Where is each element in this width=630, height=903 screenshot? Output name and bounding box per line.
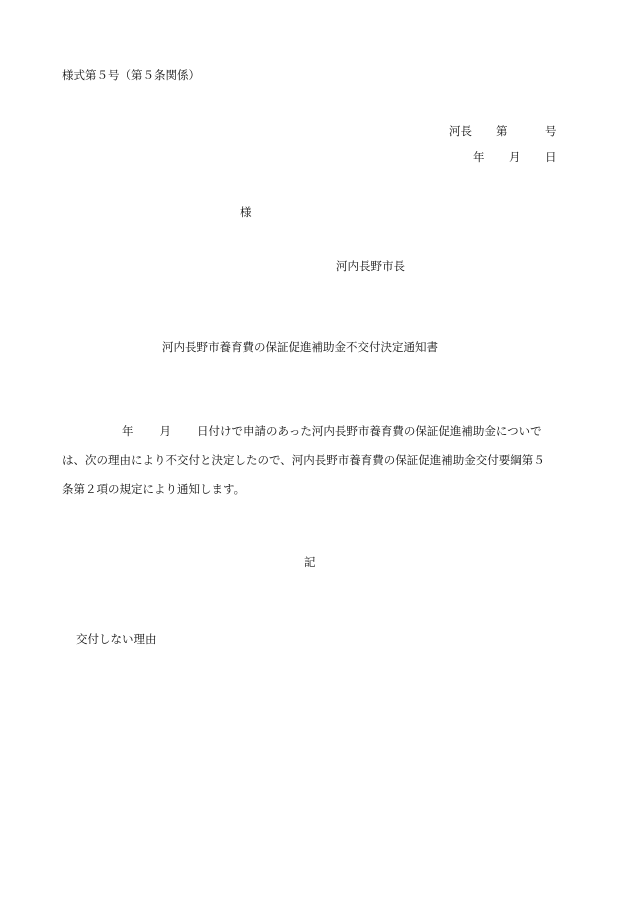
document-number-go: 号 — [545, 124, 557, 138]
body-paragraph — [62, 417, 562, 504]
body-month: 月 — [159, 424, 171, 438]
document-number-prefix: 河長 — [449, 124, 472, 138]
body-line-3: 条第２項の規定により通知します。 — [62, 482, 246, 496]
document-date-month: 月 — [509, 150, 521, 164]
body-line-2: は、次の理由により不交付と決定したので、河内長野市養育費の保証促進補助金交付要綱第５ — [62, 453, 545, 467]
body-year: 年 — [122, 424, 134, 438]
issuer-name: 河内長野市長 — [336, 259, 405, 273]
reason-heading: 交付しない理由 — [76, 632, 157, 646]
document-number-dai: 第 — [496, 124, 508, 138]
document-date-day: 日 — [545, 150, 557, 164]
recipient-honorific: 様 — [240, 205, 252, 219]
ki-marker: 記 — [304, 555, 316, 569]
document-date-year: 年 — [473, 150, 485, 164]
document-title: 河内長野市養育費の保証促進補助金不交付決定通知書 — [162, 340, 438, 354]
body-line-1 — [62, 417, 562, 446]
body-line-1-rest: 日付けで申請のあった河内長野市養育費の保証促進補助金についで — [197, 424, 542, 438]
form-id: 様式第５号（第５条関係） — [62, 68, 200, 82]
